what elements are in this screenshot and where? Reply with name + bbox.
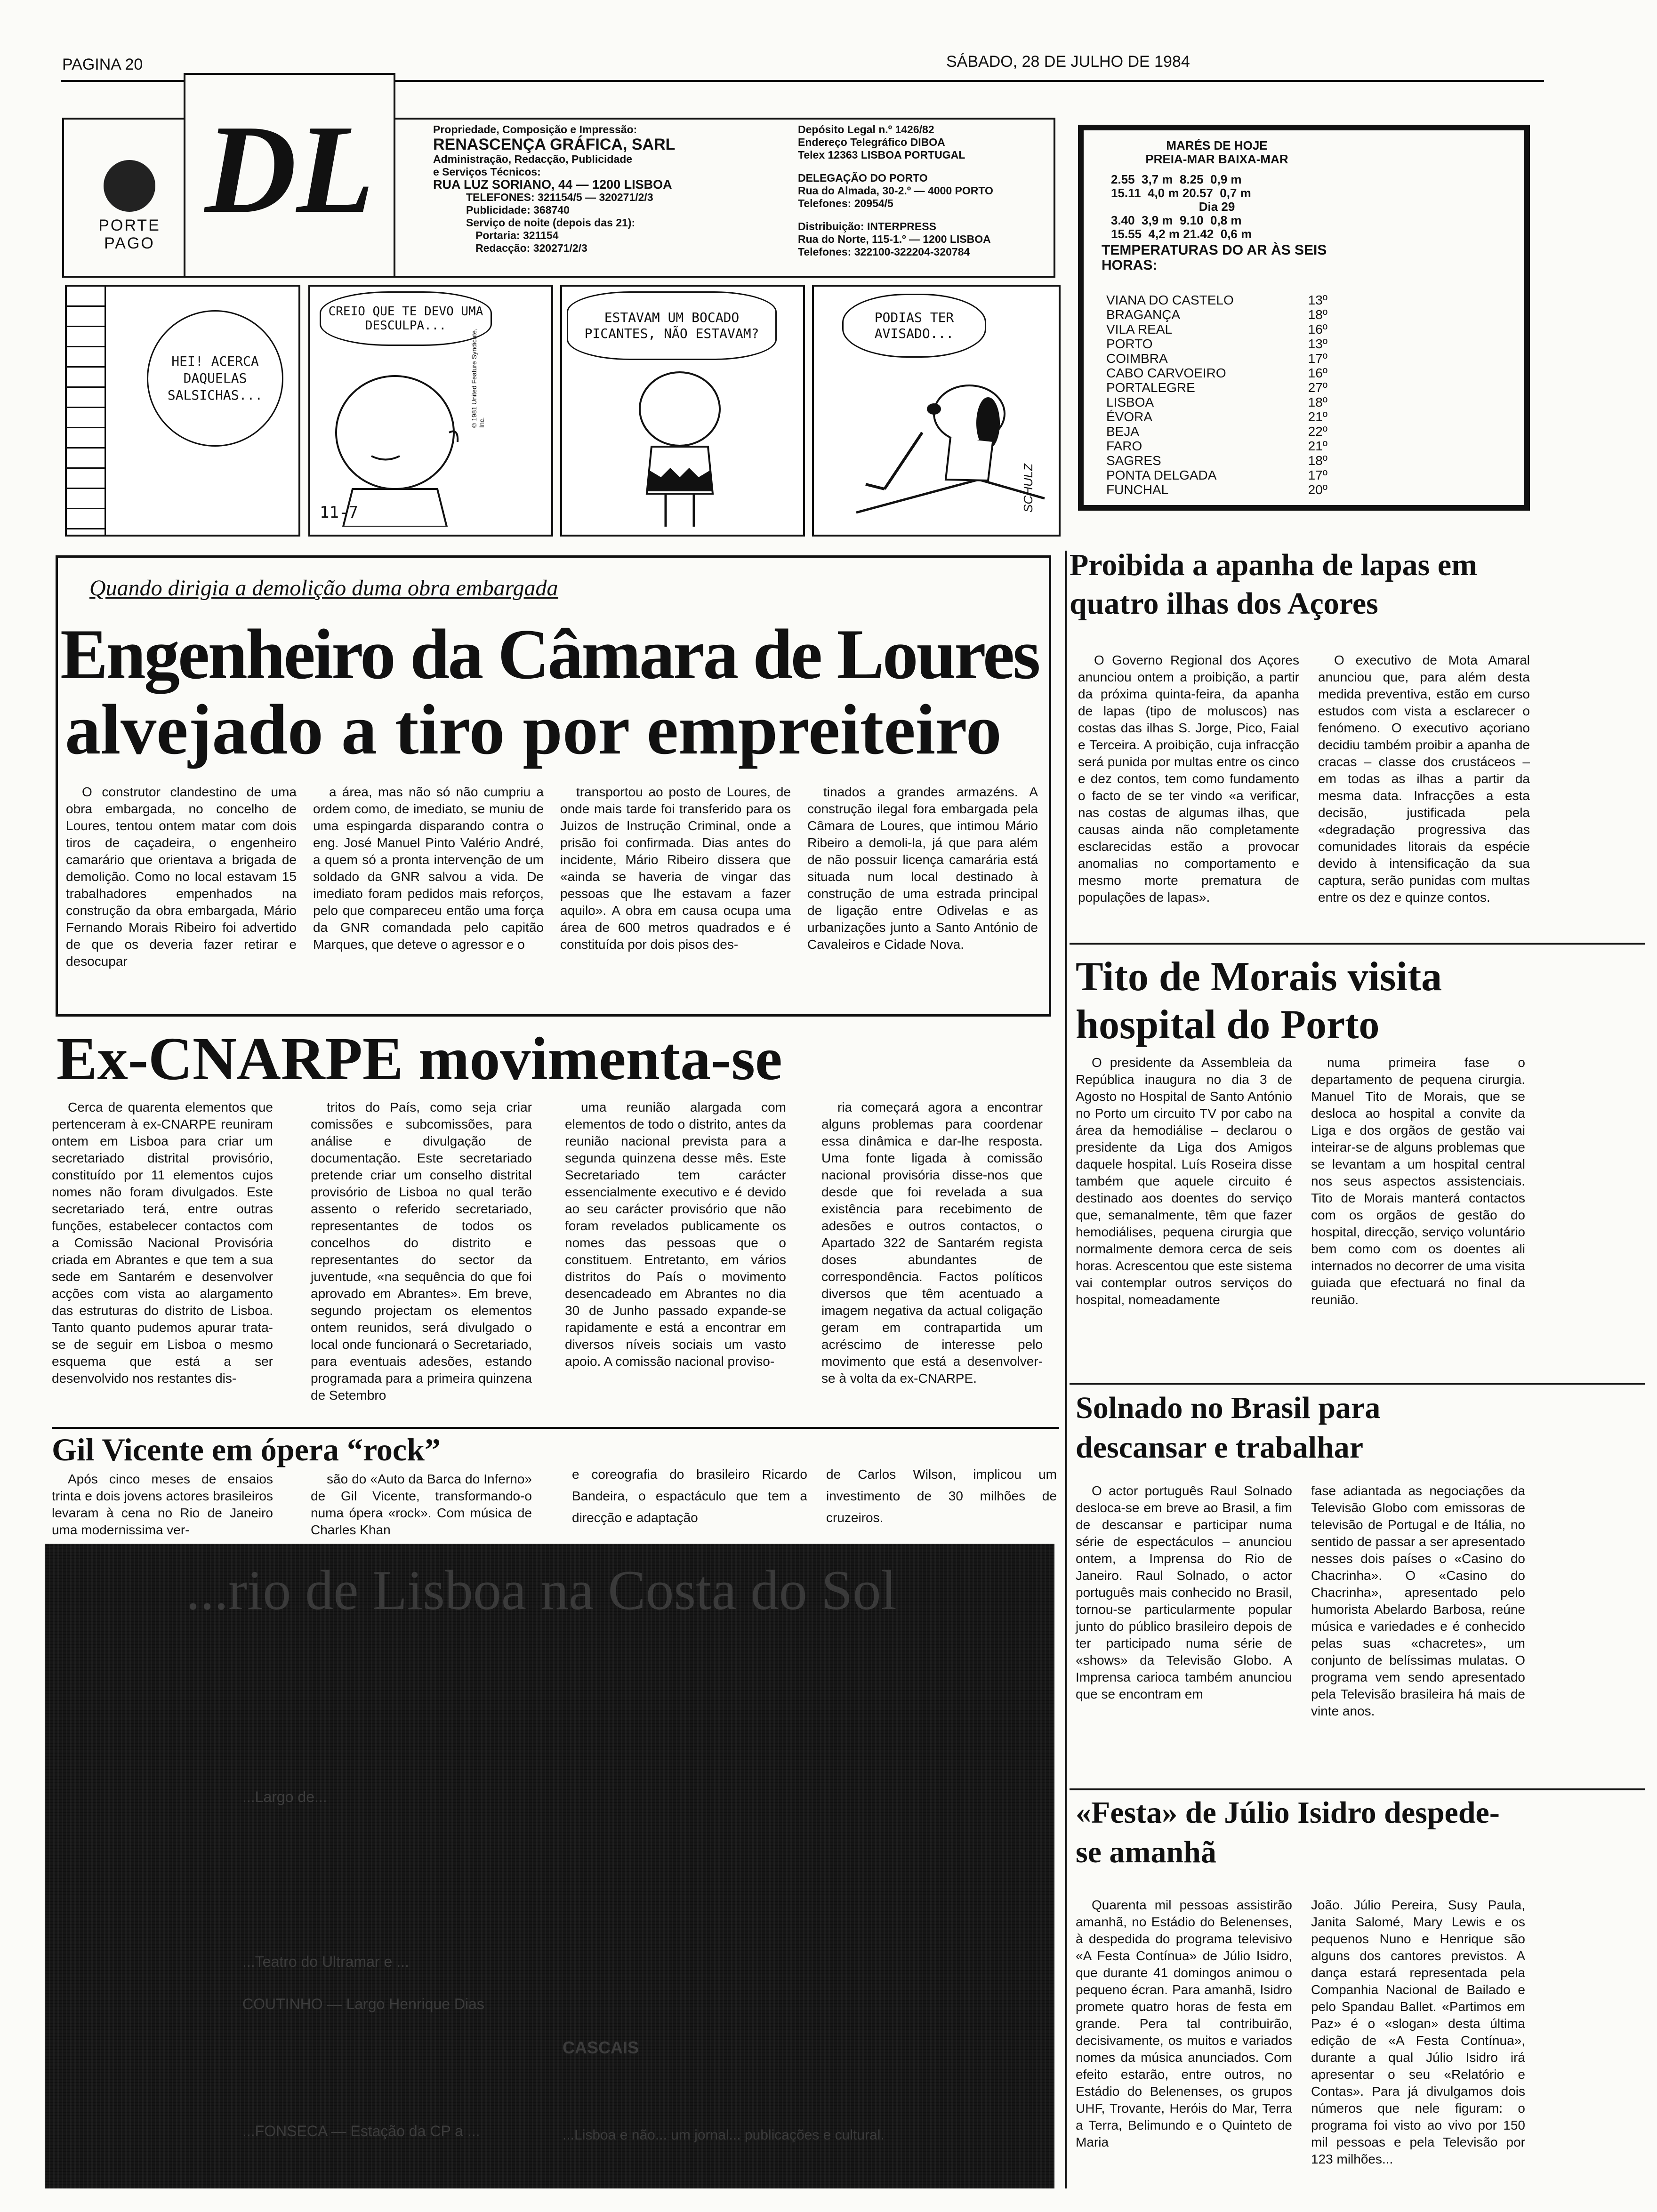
cnarpe-col-1: Cerca de quarenta elementos que pertenceram à ex-CNARPE reuniram ontem em Lisboa para criar um secretariado distrital provisório, constituído por 11 elementos cujos nomes não foram divulgados. Este secretariado terá, entre outras funções, estabelecer contactos com a Comissão Nacional Provisória criada em Abrantes e que tem a sua sede em Santarém e desenvolver acções com vista ao alargamento das estruturas do distrito de Lisboa. Tanto quanto pudemos apurar trata-se de seguir em Lisboa o mesmo esquema que está a ser desenvolvido nos restantes dis- — [52, 1100, 273, 1386]
city-name: VIANA DO CASTELO — [1106, 293, 1234, 307]
ad-line: ...FONSECA — Estação da CP a ... — [242, 2123, 480, 2140]
city-name: CABO CARVOEIRO — [1106, 366, 1226, 380]
temperature-title: TEMPERATURAS DO AR ÀS SEIS HORAS: — [1102, 242, 1327, 273]
masthead-publisher-info — [433, 123, 763, 255]
comic-panel-2 — [308, 285, 553, 537]
temperature-table — [1106, 293, 1327, 497]
temperature-row — [1106, 453, 1327, 468]
city-name: ÉVORA — [1106, 409, 1153, 424]
right-column-rule — [1065, 551, 1067, 2188]
loures-col-1: O construtor clandestino de uma obra embargada, no concelho de Loures, tentou ontem matar com dois tiros de caçadeira, o engenheiro camarário que orientava a brigada de demolição. Como no local estavam 15 trabalhadores empenhados na construção da obra embargada, Mário Fernando Morais Ribeiro foi advertido de que os deveria fazer retirar e desocupar — [66, 785, 297, 969]
masthead-legal-info — [798, 123, 1052, 258]
snoopy-nose — [927, 403, 941, 415]
masthead-right-line: Distribuição: INTERPRESS — [798, 220, 936, 232]
city-name: FARO — [1106, 439, 1142, 453]
masthead-left-line: Redacção: 320271/2/3 — [475, 242, 587, 254]
wall-bricks — [67, 287, 106, 535]
city-temp: 27º — [1308, 380, 1327, 395]
masthead-left-line: Administração, Redacção, Publicidade — [433, 153, 633, 165]
comic-panel-4 — [812, 285, 1061, 537]
tides-subtitle: PREIA-MAR BAIXA-MAR — [1145, 152, 1288, 166]
city-name: SAGRES — [1106, 453, 1161, 468]
city-temp: 18º — [1308, 453, 1327, 468]
city-temp: 17º — [1308, 351, 1327, 366]
masthead-right-line: Depósito Legal n.º 1426/82 — [798, 123, 934, 136]
tide-row: 15.11 4,0 m 20.57 0,7 m — [1111, 186, 1251, 200]
cnarpe-col-4: ria começará agora a encontrar alguns problemas para coordenar essa dinâmica e dar-lhe resposta. Uma fonte ligada à comissão nacional provisória disse-nos que desde que foi revelada a sua existência para recebimento de adesões e outros contactos, o Apartado 322 de Santarém regista doses abundantes de correspondência. Factos políticos diversos que têm acentuado a imagem negativa da actual coligação geram em contrapartida um acréscimo de interesse pelo movimento que está a desenvolver-se à volta da ex-CNARPE. — [821, 1100, 1043, 1386]
temperature-row — [1106, 366, 1327, 380]
cnarpe-bottom-rule — [52, 1427, 1059, 1429]
solnado-bottom-rule — [1070, 1788, 1645, 1790]
loures-col-4: tinados a grandes armazéns. A construção ilegal fora embargada pela Câmara de Loures, que intimou Mário Ribeiro a demoli-la, já que para além de não possuir licença camarária está situada num local destinado à construção de uma estrada principal de ligação entre Odivelas e as urbanizações junto a Santo António de Cavaleiros e Cidade Nova. — [807, 785, 1038, 952]
festa-headline: «Festa» de Júlio Isidro despede-se amanhã — [1076, 1795, 1500, 1869]
temperature-row — [1106, 468, 1327, 482]
extinguisher — [866, 433, 922, 489]
cnarpe-col-3: uma reunião alargada com elementos de todo o distrito, antes da reunião nacional prevista para a segunda quinzena desse mês. Este Secretariado tem carácter essencialmente executivo e é devido ao seu carácter provisório que não foram revelados publicamente os nomes das pessoas que o constituem. Entretanto, em vários distritos do País o movimento desencadeado em Abrantes no dia 30 de Junho passado expande-se rapidamente e está a encontrar em diversos níveis sociais um vasto apoio. A comissão nacional proviso- — [565, 1100, 786, 1369]
solnado-col-2: fase adiantada as negociações da Televisão Globo com emissoras de televisão de Portugal e de Itália, no sentido de passar a ser apresentado nesses dois países o «Casino do Chacrinha». O «Casino do Chacrinha», apresentado pelo humorista Abelardo Barbosa, reúne música e variedades e é conhecido pelas suas «chacretes», um conjunto de belíssimas mulatas. O programa vem sendo apresentado pela Televisão brasileira há mais de vinte anos. — [1311, 1483, 1525, 1718]
loures-col-2: a área, mas não só não cumpriu a ordem como, de imediato, se muniu de uma espingarda disparando contra o eng. José Manuel Pinto Valério André, a quem só a pronta intervenção de um soldado da GNR salvou a vida. De imediato foram pedidos mais reforços, pelo que compareceu então uma força da GNR comandada pelo capitão Marques, que deteve o agressor e o — [313, 785, 544, 952]
comic-panel-3 — [560, 285, 805, 537]
city-temp: 18º — [1308, 395, 1327, 409]
ad-line: COUTINHO — Largo Henrique Dias — [242, 1996, 484, 2012]
speech-bubble: CREIO QUE TE DEVO UMA DESCULPA... — [320, 291, 492, 346]
gil-col-1: Após cinco meses de ensaios trinta e dois jovens actores brasileiros levaram à cena no Rio de Janeiro uma modernissima ver- — [52, 1472, 273, 1537]
festa-col-1: Quarenta mil pessoas assistirão amanhã, no Estádio do Belenenses, à despedida do programa televisivo «A Festa Contínua» de Júlio Isidro, que durante 41 domingos animou o pequeno écran. Para amanhã, Isidro promete quatro horas de festa em grande. Pera tal contribuirão, decisivamente, os muitos e variados nomes da música anunciados. Com efeito estarão, entre outros, no Estádio do Belenenses, os grupos UHF, Trovante, Heróis do Mar, Terra a Terra, Belimundo e o Quinteto de Maria — [1076, 1898, 1292, 2149]
city-name: PONTA DELGADA — [1106, 468, 1217, 482]
masthead-right-line: Telefones: 322100-322204-320784 — [798, 246, 970, 258]
speech-bubble: PODIAS TER AVISADO... — [842, 294, 986, 358]
tide-row: 2.55 3,7 m 8.25 0,9 m — [1111, 172, 1242, 186]
dl-logo: DL — [205, 99, 374, 240]
speech-bubble: ESTAVAM UM BOCADO PICANTES, NÃO ESTAVAM? — [567, 291, 777, 360]
tides-content — [1102, 139, 1332, 273]
gil-col-2: são do «Auto da Barca do Inferno» de Gil Vicente, transformando-o numa ópera «rock». Com música de Charles Khan — [311, 1472, 532, 1537]
city-temp: 18º — [1308, 307, 1327, 322]
masthead-left-line: Publicidade: 368740 — [466, 204, 570, 216]
city-name: LISBOA — [1106, 395, 1154, 409]
festa-col-2: João. Júlio Pereira, Susy Paula, Janita Salomé, Mary Lewis e os pequenos Nuno e Henrique são alguns dos cantores previstos. A dança estará representada pela Companhia Nacional de Bailado e pelo Spandau Ballet. «Partimos em Paz» é o «slogan» desta última edição de «A Festa Contínua», durante a qual Júlio Isidro irá apresentar o seu «Relatório e Contas». Para já divulgamos dois números que nele figuram: o programa foi visto ao vivo por 150 mil pessoas e pela Televisão por 123 milhões... — [1311, 1898, 1525, 2166]
city-name: VILA REAL — [1106, 322, 1173, 337]
city-temp: 13º — [1308, 337, 1327, 351]
masthead-left-line: e Serviços Técnicos: — [433, 166, 541, 178]
city-temp: 16º — [1308, 322, 1327, 337]
ad-line: CASCAIS — [563, 2038, 639, 2057]
city-temp: 22º — [1308, 424, 1327, 439]
tito-bottom-rule — [1070, 1383, 1645, 1385]
city-temp: 21º — [1308, 439, 1327, 453]
lapas-bottom-rule — [1070, 943, 1645, 945]
cnarpe-col-2: tritos do País, como seja criar comissões e subcomissões, para análise e divulgação de documentação. Este secretariado pretende criar um conselho distrital provisório de Lisboa no qual terão assento o referido secretariado, representantes de todos os concelhos do distrito e representantes do sector da juventude, «na sequência do que foi aprovado em Abrantes». Em breve, segundo projectam os elementos ontem reunidos, será divulgado o local onde funcionará o Secretariado, para eventuais adesões, estando programada para a primeira quinzena de Setembro — [311, 1100, 532, 1403]
masthead-right-line: Telex 12363 LISBOA PORTUGAL — [798, 149, 965, 161]
city-temp: 21º — [1308, 409, 1327, 424]
advertisement-block — [45, 1544, 1054, 2188]
speech-bubble: HEI! ACERCA DAQUELAS SALSICHAS... — [147, 310, 283, 447]
loures-col-3: transportou ao posto de Loures, de onde mais tarde foi transferido para os Juizos de Instrução Criminal, onde a prisão foi confirmada. Dias antes do incidente, Mário Ribeiro dissera que «ainda se haveria de vingar das pessoas que lhe estavam a fazer aquilo». A obra em causa ocupa uma área de 600 metros quadrados e é constituída por dois pisos des- — [560, 785, 791, 952]
ad-line: ...Largo de... — [242, 1788, 327, 1805]
gil-col-4: de Carlos Wilson, implicou um investimento de 30 milhões de cruzeiros. — [826, 1467, 1057, 1525]
lapas-col-1: O Governo Regional dos Açores anunciou ontem a proibição, a partir da próxima quinta-feira, da apanha de lapas (tipo de moluscos) nas costas das ilhas S. Jorge, Pico, Faial e Terceira. A proibição, cuja infracção será punida por multas entre os cinco e dez contos, tem como fundamento o facto de se ter vindo «a verificar, nas costas de algumas ilhas, que causas ainda não completamente esclarecidas estão a provocar anomalias no comportamento e mesmo morte prematura de populações de lapas». — [1078, 653, 1299, 905]
charlie-head — [640, 372, 720, 446]
gil-vicente-headline: Gil Vicente em ópera “rock” — [52, 1432, 441, 1467]
city-name: BRAGANÇA — [1106, 307, 1181, 322]
tides-title: MARÉS DE HOJE — [1166, 138, 1268, 152]
city-name: BEJA — [1106, 424, 1140, 439]
porte-pago-stamp — [71, 127, 188, 268]
temperature-row — [1106, 409, 1327, 424]
charlie-legs — [666, 494, 694, 527]
page-number: PAGINA 20 — [62, 56, 143, 73]
schulz-signature: SCHULZ — [1021, 463, 1035, 513]
masthead-left-line: TELEFONES: 321154/5 — 320271/2/3 — [466, 191, 653, 203]
comic-copyright: © 1981 United Feature Syndicate, Inc. — [470, 328, 485, 428]
loures-headline-2: alvejado a tiro por empreiteiro — [65, 690, 1002, 769]
charlie-shirt — [343, 489, 447, 527]
city-temp: 13º — [1308, 293, 1327, 307]
temperature-row — [1106, 322, 1327, 337]
ad-line: ...Lisboa e não... um jornal... publicações e cultural. — [563, 2127, 885, 2143]
tito-col-1: O presidente da Assembleia da República inaugura no dia 3 de Agosto no Hospital de Santo António no Porto um circuito TV por cabo na área da hemodiálise – declarou o presidente da Liga dos Amigos daquele hospital. Luís Roseira disse também que aquele circuito é destinado aos doentes do serviço que, semanalmente, têm que fazer hemodiálises, pequena cirurgia que normalmente demora cerca de seis horas. Acrescentou que este sistema vai contemplar outros serviços do hospital, nomeadamente — [1076, 1055, 1292, 1307]
gil-col-3: e coreografia do brasileiro Ricardo Bandeira, o espactáculo que tem a direcção e adaptação — [572, 1467, 807, 1525]
city-temp: 16º — [1308, 366, 1327, 380]
lapas-headline: Proibida a apanha de lapas em quatro ilhas dos Açores — [1070, 548, 1478, 621]
comic-date: 11-7 — [320, 503, 358, 522]
ad-line: ...Teatro do Ultramar e ... — [242, 1953, 409, 1970]
temperature-row — [1106, 337, 1327, 351]
temperature-row — [1106, 395, 1327, 409]
porte-pago-emblem-icon — [104, 160, 155, 212]
loures-headline-1: Engenheiro da Câmara de Loures — [60, 615, 1039, 694]
tito-headline: Tito de Morais visita hospital do Porto — [1076, 954, 1442, 1048]
masthead-left-line: RUA LUZ SORIANO, 44 — 1200 LISBOA — [433, 177, 672, 192]
solnado-headline: Solnado no Brasil para descansar e trabalhar — [1076, 1391, 1381, 1465]
lapas-col-2: O executivo de Mota Amaral anunciou que, para além desta medida preventiva, estão em curso estudos com vista a esclarecer o fenómeno. O executivo açoriano decidiu também proibir a apanha de cracas – classe dos crustáceos – em todas as ilhas a partir da mesma data. Infracções a esta decisão, justificada pela «degradação progressiva das comunidades litorais da espécie devido à intensificação da sua captura, serão punidas com multas entre os dez e quinze contos. — [1318, 653, 1530, 905]
tide-row: 3.40 3,9 m 9.10 0,8 m — [1111, 213, 1242, 227]
solnado-col-1: O actor português Raul Solnado desloca-se em breve ao Brasil, a fim de descansar e participar numa série de espectáculos – anunciou ontem, a Imprensa do Rio de Janeiro. Raul Solnado, o actor português mais conhecido no Brasil, tornou-se particularmente popular junto do público brasileiro depois de ter participado numa série de «shows» da Televisão Globo. A Imprensa carioca também anunciou que se encontram em — [1076, 1483, 1292, 1701]
porte-pago-label: PORTE PAGO — [98, 216, 161, 252]
temperature-row — [1106, 293, 1327, 307]
temperature-row — [1106, 351, 1327, 366]
masthead-right-line: Telefones: 20954/5 — [798, 197, 893, 209]
masthead-left-line: Portaria: 321154 — [475, 229, 559, 241]
city-temp: 17º — [1308, 468, 1327, 482]
temperature-row — [1106, 307, 1327, 322]
city-name: PORTALEGRE — [1106, 380, 1195, 395]
temperature-row — [1106, 482, 1327, 497]
comic-panel-1 — [65, 285, 300, 537]
masthead-left-line: RENASCENÇA GRÁFICA, SARL — [433, 136, 676, 153]
city-name: FUNCHAL — [1106, 482, 1169, 497]
masthead-right-line: Rua do Almada, 30-2.º — 4000 PORTO — [798, 184, 993, 197]
city-temp: 20º — [1308, 482, 1327, 497]
snoopy-body — [946, 437, 993, 481]
masthead-left-line: Propriedade, Composição e Impressão: — [433, 123, 637, 136]
temperature-row — [1106, 380, 1327, 395]
ad-title: ...rio de Lisboa na Costa do Sol — [186, 1559, 897, 1621]
masthead-right-line: Endereço Telegráfico DIBOA — [798, 136, 945, 148]
snoopy-on-doghouse — [828, 357, 1049, 536]
charlie-brown-figure — [633, 371, 736, 531]
tide-day: Dia 29 — [1199, 200, 1235, 214]
tito-col-2: numa primeira fase o departamento de pequena cirurgia. Manuel Tito de Morais, que se desloca ao hospital a convite da Liga e dos orgãos de gestão vai inteirar-se de alguns problemas que se levantam a um hospital central nos seus aspectos assistenciais. Tito de Morais manterá contactos com os orgãos de gestão do hospital, direcção, serviço voluntário bem como com os doentes ali internados no decorrer de uma visita guiada que efectuará no final da reunião. — [1311, 1055, 1525, 1307]
page-date: SÁBADO, 28 DE JULHO DE 1984 — [946, 53, 1190, 71]
masthead-right-line: Rua do Norte, 115-1.º — 1200 LISBOA — [798, 233, 991, 245]
masthead-right-line: DELEGAÇÃO DO PORTO — [798, 172, 928, 184]
temperature-row — [1106, 424, 1327, 439]
doghouse-roof — [856, 480, 1045, 513]
loures-kicker: Quando dirigia a demolição duma obra embargada — [89, 576, 558, 601]
masthead-left-line: Serviço de noite (depois das 21): — [466, 216, 635, 229]
city-name: COIMBRA — [1106, 351, 1168, 366]
cnarpe-headline: Ex-CNARPE movimenta-se — [56, 1025, 782, 1093]
charlie-head — [336, 376, 454, 489]
charlie-brown-figure — [329, 357, 484, 527]
tide-row: 15.55 4,2 m 21.42 0,6 m — [1111, 227, 1252, 241]
city-name: PORTO — [1106, 337, 1153, 351]
temperature-row — [1106, 439, 1327, 453]
